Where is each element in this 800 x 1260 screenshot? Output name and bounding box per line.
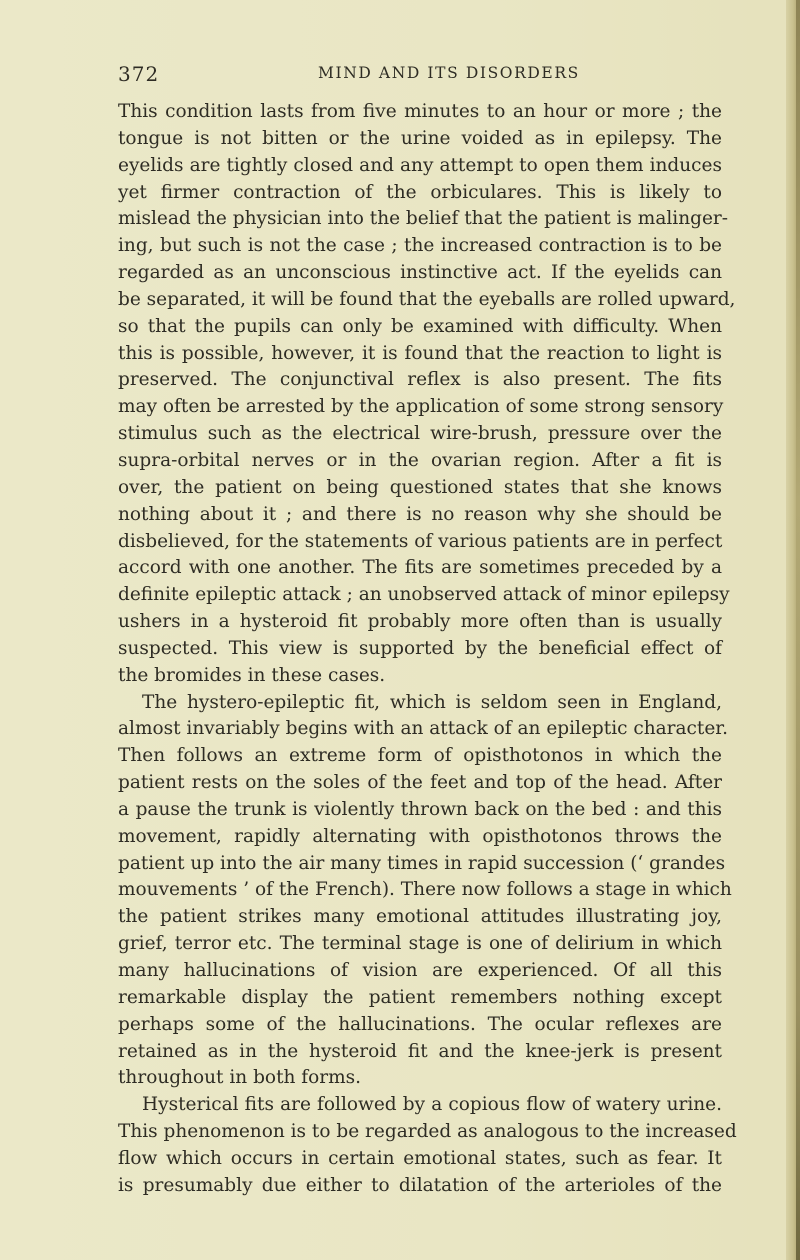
text-line: tongue is not bitten or the urine voided as in epilepsy. The <box>118 127 722 149</box>
text-line: so that the pupils can only be examined with difficulty. When <box>118 315 722 337</box>
text-line: Then follows an extreme form of opisthotonos in which the <box>118 745 722 767</box>
text-line: may often be arrested by the application of some strong sensory <box>118 396 724 418</box>
page-number: 372 <box>118 62 160 86</box>
text-line: preserved. The conjunctival reflex is also present. The fits <box>118 369 722 391</box>
text-line: perhaps some of the hallucinations. The ocular reflexes are <box>118 1013 722 1035</box>
paragraph-end-line: throughout in both forms. <box>118 1067 362 1089</box>
text-line: many hallucinations of vision are experienced. Of all this <box>118 960 722 981</box>
page-edge-dark <box>796 0 800 1260</box>
text-line: grief, terror etc. The terminal stage is one of delirium in which <box>118 933 722 955</box>
text-line: This condition lasts from five minutes to an hour or more ; the <box>118 101 722 122</box>
text-line: definite epileptic attack ; an unobserved attack of minor epilepsy <box>118 584 730 606</box>
text-line: eyelids are tightly closed and any attempt to open them induces <box>118 154 722 176</box>
text-line: this is possible, however, it is found that the reaction to light is <box>118 342 722 364</box>
text-line: nothing about it ; and there is no reason why she should be <box>118 503 722 525</box>
text-line: regarded as an unconscious instinctive act. If the eyelids can <box>118 262 722 284</box>
text-line: movement, rapidly alternating with opisthotonos throws the <box>118 825 722 847</box>
text-line: mislead the physician into the belief that the patient is malinger- <box>118 208 729 230</box>
text-line: a pause the trunk is violently thrown back on the bed : and this <box>118 798 722 820</box>
running-title: MIND AND ITS DISORDERS <box>318 64 580 82</box>
text-line: be separated, it will be found that the eyeballs are rolled upward, <box>118 288 736 310</box>
text-line: over, the patient on being questioned states that she knows <box>118 476 722 498</box>
text-line: remarkable display the patient remembers nothing except <box>118 986 722 1008</box>
text-line: supra-orbital nerves or in the ovarian region. After a fit is <box>118 449 722 471</box>
text-line: is presumably due either to dilatation of the arterioles of the <box>118 1174 722 1196</box>
page-header <box>118 60 722 90</box>
text-line: yet firmer contraction of the orbiculares. This is likely to <box>118 181 722 203</box>
paragraph-start-line: The hystero-epileptic fit, which is seldom seen in England, <box>142 691 722 713</box>
text-line: almost invariably begins with an attack of an epileptic character. <box>118 718 728 740</box>
text-line: ushers in a hysteroid fit probably more often than is usually <box>118 611 722 633</box>
text-line: This phenomenon is to be regarded as analogous to the increased <box>118 1121 737 1143</box>
text-line: ing, but such is not the case ; the increased contraction is to be <box>118 235 722 257</box>
text-line: stimulus such as the electrical wire-brush, pressure over the <box>118 423 722 445</box>
text-line: patient up into the air many times in rapid succession (‘ grandes <box>118 852 726 874</box>
text-line: disbelieved, for the statements of various patients are in perfect <box>118 530 723 552</box>
paragraph-end-line: the bromides in these cases. <box>118 664 386 686</box>
text-line: patient rests on the soles of the feet and top of the head. After <box>118 772 722 794</box>
text-line: suspected. This view is supported by the beneficial effect of <box>118 637 722 659</box>
text-line: retained as in the hysteroid fit and the knee-jerk is present <box>118 1040 722 1062</box>
text-line: mouvements ’ of the French). There now follows a stage in which <box>118 879 732 901</box>
text-line: the patient strikes many emotional attitudes illustrating joy, <box>118 906 722 928</box>
text-line: flow which occurs in certain emotional states, such as fear. It <box>118 1147 722 1169</box>
paragraph-start-line: Hysterical fits are followed by a copious flow of watery urine. <box>142 1094 722 1116</box>
text-line: accord with one another. The fits are sometimes preceded by a <box>118 557 722 579</box>
body-text <box>118 99 737 1200</box>
